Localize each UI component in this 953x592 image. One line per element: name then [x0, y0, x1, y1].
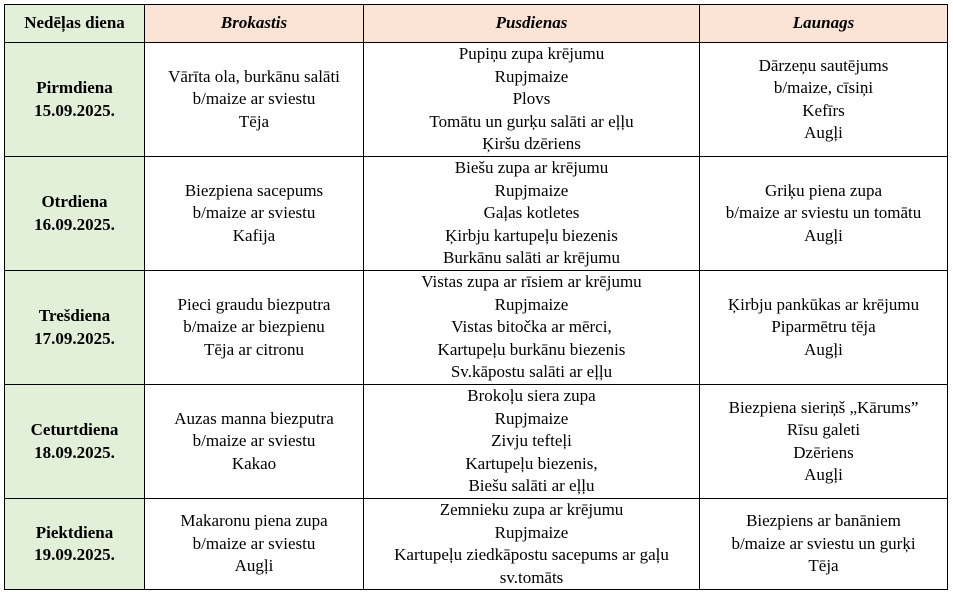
menu-item: Augļi: [804, 465, 843, 484]
menu-item: Gaļas kotletes: [483, 203, 580, 223]
menu-item: Rīsu galeti: [786, 420, 861, 439]
menu-item: Zivju tefteļi: [491, 431, 572, 451]
menu-item: Kartupeļu biezenis,: [465, 453, 598, 473]
menu-item: Pieci graudu biezputra: [177, 294, 331, 314]
breakfast-cell: [145, 385, 364, 499]
breakfast-cell: [145, 499, 364, 590]
menu-item: Piparmētru tēja: [771, 317, 876, 337]
day-date: 18.09.2025.: [34, 442, 115, 462]
day-name: Trešdiena: [38, 306, 111, 325]
day-date: 15.09.2025.: [34, 100, 115, 120]
menu-item: Plovs: [512, 89, 551, 109]
menu-item: Vistas bitočka ar mērci,: [451, 317, 612, 337]
menu-item: b/maize ar sviestu: [192, 533, 316, 553]
table-row: [5, 499, 948, 590]
snack-cell: [700, 43, 948, 157]
table-row: [5, 271, 948, 385]
snack-cell: [700, 385, 948, 499]
table-row: [5, 157, 948, 271]
menu-item: Kartupeļu burkānu biezenis: [437, 339, 626, 359]
menu-item: Augļi: [804, 225, 843, 245]
lunch-cell: [364, 43, 700, 157]
menu-item: Rupjmaize: [494, 180, 569, 200]
snack-cell: [700, 499, 948, 590]
menu-item: Tēja ar citronu: [203, 339, 305, 359]
menu-item: Tēja: [808, 556, 839, 576]
menu-item: Ķirbju pankūkas ar krējumu: [727, 294, 920, 314]
table-row: [5, 385, 948, 499]
header-weekday: Nedēļas diena: [5, 5, 145, 43]
menu-item: Biešu salāti ar eļļu: [468, 476, 595, 496]
menu-item: Dārzeņu sautējums: [758, 55, 889, 75]
menu-item: Vārīta ola, burkānu salāti: [168, 66, 340, 86]
snack-cell: [700, 271, 948, 385]
menu-item: Auzas manna biezputra: [174, 408, 334, 428]
breakfast-cell: [145, 271, 364, 385]
menu-item: Kafija: [232, 225, 276, 245]
header-snack: Launags: [700, 5, 948, 43]
snack-cell: [700, 157, 948, 271]
menu-item: Biezpiena sieriņš „Kārums”: [728, 397, 919, 417]
weekly-menu-table: [4, 4, 948, 590]
header-lunch: Pusdienas: [364, 5, 700, 43]
lunch-cell: [364, 157, 700, 271]
menu-item: b/maize, cīsiņi: [773, 78, 874, 97]
menu-item: Biezpiena sacepums: [184, 180, 324, 200]
menu-item: Kartupeļu ziedkāpostu sacepums ar gaļu: [394, 545, 669, 564]
menu-item: Rupjmaize: [494, 522, 569, 542]
menu-item: Griķu piena zupa: [764, 180, 883, 200]
day-cell: [5, 499, 145, 590]
menu-item: Kakao: [231, 453, 277, 473]
menu-item: Tēja: [238, 111, 270, 131]
day-name: Pirmdiena: [36, 78, 113, 97]
menu-item: Augļi: [804, 123, 843, 142]
day-cell: [5, 157, 145, 271]
menu-item: Vistas zupa ar rīsiem ar krējumu: [421, 272, 642, 292]
menu-item: Pupiņu zupa krējumu: [458, 44, 605, 64]
menu-item: Tomātu un gurķu salāti ar eļļu: [429, 111, 634, 131]
menu-item: b/maize ar sviestu: [192, 203, 316, 223]
menu-item: b/maize ar sviestu un gurķi: [731, 533, 916, 553]
lunch-cell: [364, 385, 700, 499]
menu-item: Ķirbju kartupeļu biezenis: [445, 225, 618, 245]
menu-item: Burkānu salāti ar krējumu: [442, 248, 621, 268]
day-cell: [5, 43, 145, 157]
lunch-cell: [364, 499, 700, 590]
menu-item: Brokoļu siera zupa: [467, 386, 596, 406]
menu-item: Ķiršu dzēriens: [482, 134, 581, 154]
menu-item: Sv.kāpostu salāti ar eļļu: [450, 362, 613, 382]
day-cell: [5, 385, 145, 499]
menu-item: b/maize ar biezpienu: [183, 317, 325, 337]
table-header-row: [5, 5, 948, 43]
day-date: 16.09.2025.: [34, 214, 115, 234]
menu-item: b/maize ar sviestu: [192, 431, 316, 451]
menu-item: Augļi: [804, 339, 843, 359]
menu-item: Makaronu piena zupa: [180, 511, 328, 531]
day-name: Otrdiena: [41, 192, 108, 211]
day-date: 19.09.2025.: [34, 545, 115, 564]
menu-item: Biezpiens ar banāniem: [746, 511, 901, 531]
menu-item: Biešu zupa ar krējumu: [454, 158, 609, 178]
table-row: [5, 43, 948, 157]
menu-item: Augļi: [234, 556, 274, 576]
menu-item: sv.tomāts: [499, 567, 564, 587]
menu-item: Rupjmaize: [494, 66, 569, 86]
header-breakfast: Brokastis: [145, 5, 364, 43]
day-cell: [5, 271, 145, 385]
menu-item: Rupjmaize: [494, 408, 569, 428]
menu-item: Rupjmaize: [494, 294, 569, 314]
menu-item: b/maize ar sviestu un tomātu: [725, 203, 922, 223]
menu-item: Kefīrs: [802, 100, 845, 120]
breakfast-cell: [145, 157, 364, 271]
lunch-cell: [364, 271, 700, 385]
breakfast-cell: [145, 43, 364, 157]
day-name: Ceturtdiena: [30, 420, 119, 439]
menu-item: b/maize ar sviestu: [192, 89, 316, 109]
day-date: 17.09.2025.: [34, 328, 115, 348]
menu-item: Zemnieku zupa ar krējumu: [439, 500, 624, 519]
day-name: Piektdiena: [35, 522, 114, 542]
menu-item: Dzēriens: [793, 442, 854, 462]
